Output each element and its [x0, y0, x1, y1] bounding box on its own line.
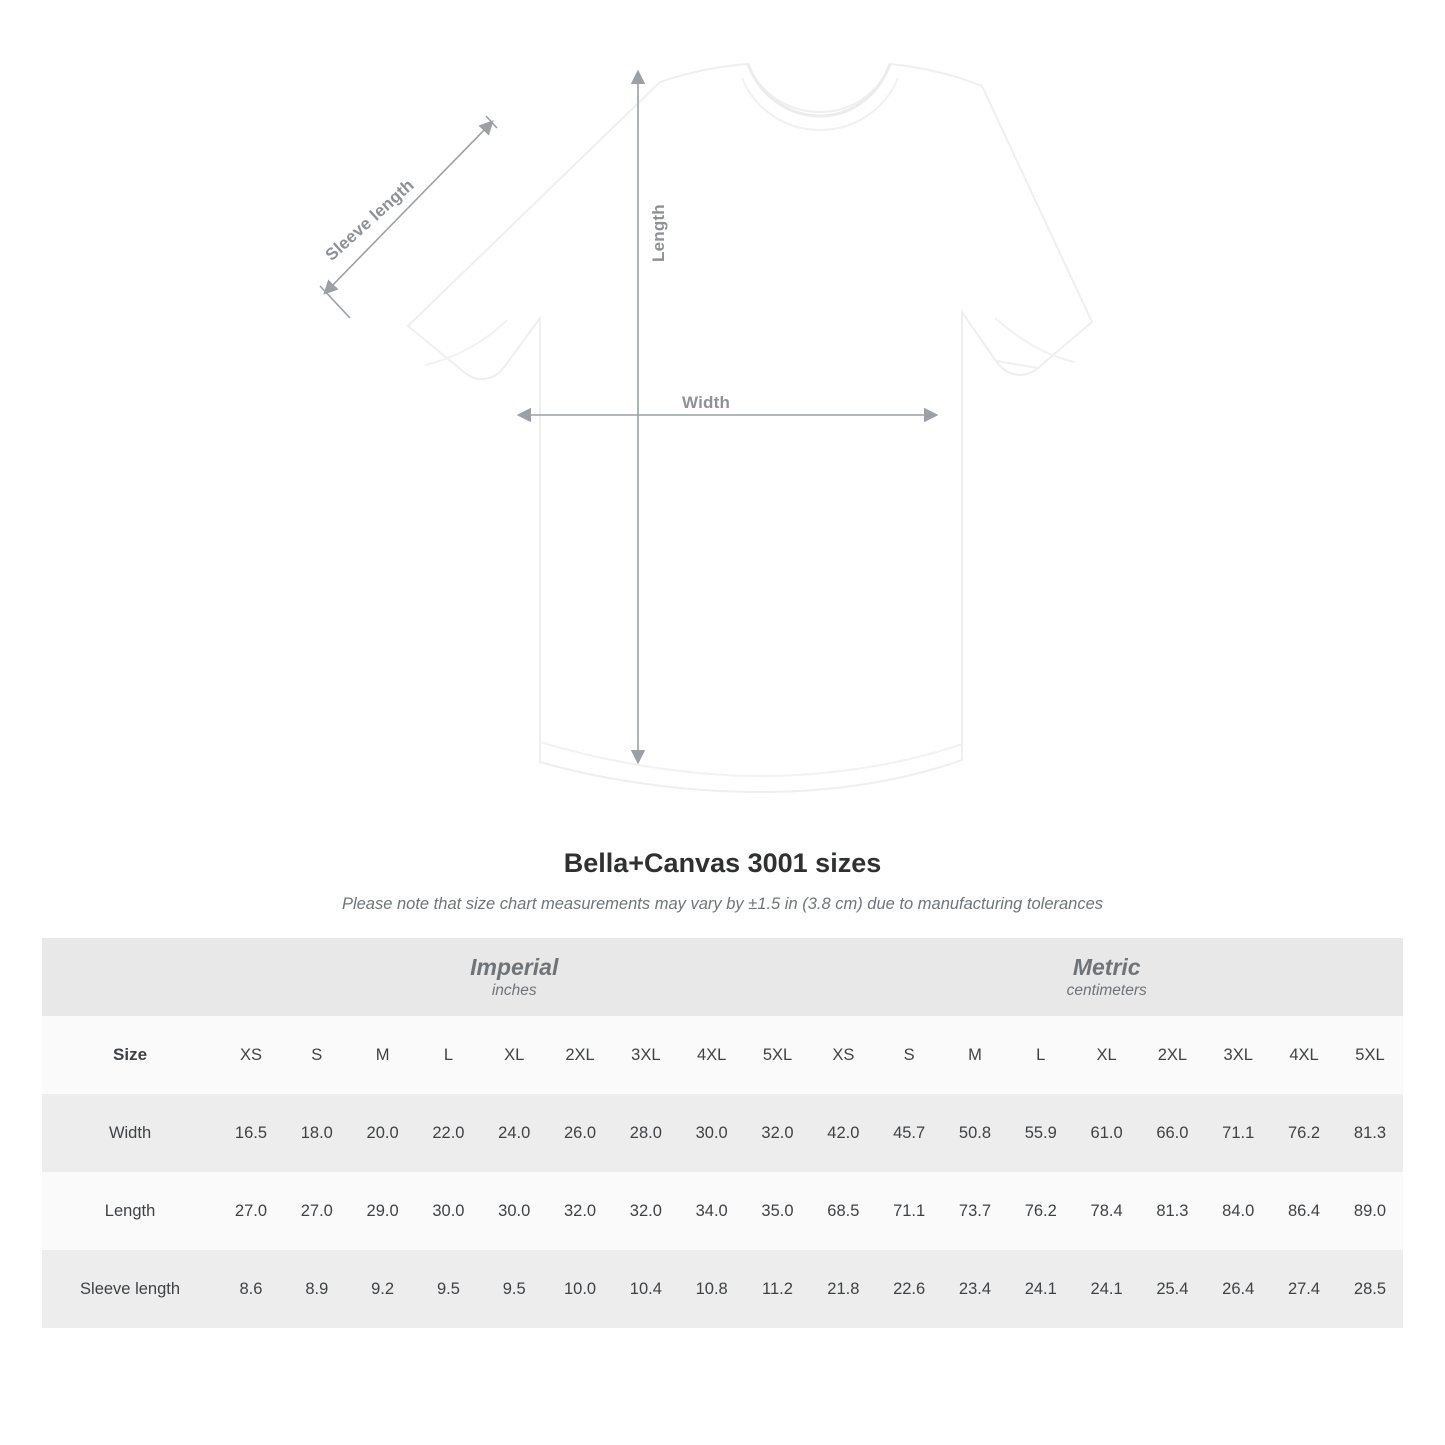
cell: 27.0 — [218, 1172, 284, 1250]
cell: 55.9 — [1008, 1094, 1074, 1172]
cell: 24.1 — [1008, 1250, 1074, 1328]
cell: 73.7 — [942, 1172, 1008, 1250]
size-header-cell: 2XL — [547, 1016, 613, 1094]
cell: 22.0 — [416, 1094, 482, 1172]
cell: 35.0 — [745, 1172, 811, 1250]
sleeve-end-tick — [320, 286, 350, 318]
cell: 8.6 — [218, 1250, 284, 1328]
table-row — [42, 1250, 1403, 1328]
unit-group-metric-name: Metric — [1072, 953, 1141, 980]
cell: 84.0 — [1205, 1172, 1271, 1250]
cell: 68.5 — [810, 1172, 876, 1250]
row-label-header: Size — [42, 1016, 218, 1094]
cell: 29.0 — [350, 1172, 416, 1250]
cell: 50.8 — [942, 1094, 1008, 1172]
size-header-cell: S — [876, 1016, 942, 1094]
cell: 32.0 — [547, 1172, 613, 1250]
cell: 66.0 — [1139, 1094, 1205, 1172]
cell: 16.5 — [218, 1094, 284, 1172]
unit-spacer-cell — [42, 938, 218, 1016]
cell: 45.7 — [876, 1094, 942, 1172]
cell: 9.5 — [481, 1250, 547, 1328]
cell: 71.1 — [876, 1172, 942, 1250]
unit-group-imperial-sub: inches — [491, 982, 537, 1000]
cell: 42.0 — [810, 1094, 876, 1172]
size-table — [42, 938, 1403, 1328]
cell: 28.0 — [613, 1094, 679, 1172]
cell: 10.4 — [613, 1250, 679, 1328]
size-header-cell: XS — [810, 1016, 876, 1094]
row-label-sleeve-length: Sleeve length — [42, 1250, 218, 1328]
cell: 26.0 — [547, 1094, 613, 1172]
cell: 25.4 — [1139, 1250, 1205, 1328]
cell: 34.0 — [679, 1172, 745, 1250]
cell: 22.6 — [876, 1250, 942, 1328]
size-header-cell: S — [284, 1016, 350, 1094]
row-label-length: Length — [42, 1172, 218, 1250]
cell: 21.8 — [810, 1250, 876, 1328]
unit-group-metric — [810, 938, 1403, 1016]
size-header-cell: L — [416, 1016, 482, 1094]
cell: 30.0 — [481, 1172, 547, 1250]
size-header-cell: 2XL — [1139, 1016, 1205, 1094]
cell: 61.0 — [1074, 1094, 1140, 1172]
size-header-cell: 4XL — [1271, 1016, 1337, 1094]
cell: 9.5 — [416, 1250, 482, 1328]
cell: 78.4 — [1074, 1172, 1140, 1250]
size-header-cell: 5XL — [1337, 1016, 1403, 1094]
cell: 89.0 — [1337, 1172, 1403, 1250]
size-header-cell: 5XL — [745, 1016, 811, 1094]
size-header-cell: 3XL — [1205, 1016, 1271, 1094]
cell: 28.5 — [1337, 1250, 1403, 1328]
cell: 86.4 — [1271, 1172, 1337, 1250]
size-header-cell: XL — [481, 1016, 547, 1094]
cell: 27.0 — [284, 1172, 350, 1250]
unit-header-row — [42, 938, 1403, 1016]
cell: 27.4 — [1271, 1250, 1337, 1328]
cell: 26.4 — [1205, 1250, 1271, 1328]
cell: 11.2 — [745, 1250, 811, 1328]
cell: 9.2 — [350, 1250, 416, 1328]
cell: 18.0 — [284, 1094, 350, 1172]
table-row — [42, 1094, 1403, 1172]
unit-group-imperial-name: Imperial — [470, 953, 559, 980]
cell: 32.0 — [613, 1172, 679, 1250]
cell: 8.9 — [284, 1250, 350, 1328]
cell: 24.0 — [481, 1094, 547, 1172]
cell: 24.1 — [1074, 1250, 1140, 1328]
size-header-cell: L — [1008, 1016, 1074, 1094]
cell: 30.0 — [679, 1094, 745, 1172]
size-header-cell: M — [350, 1016, 416, 1094]
chart-subtitle: Please note that size chart measurements may vary by ±1.5 in (3.8 cm) due to manufacturing tolerances — [341, 895, 1104, 913]
cell: 10.8 — [679, 1250, 745, 1328]
unit-group-imperial — [218, 938, 810, 1016]
cell: 71.1 — [1205, 1094, 1271, 1172]
cell: 76.2 — [1271, 1094, 1337, 1172]
size-header-cell: 3XL — [613, 1016, 679, 1094]
size-header-row — [42, 1016, 1403, 1094]
table-row — [42, 1172, 1403, 1250]
length-label: Length — [645, 198, 673, 268]
size-table-wrapper — [42, 938, 1403, 1328]
row-label-width: Width — [42, 1094, 218, 1172]
cell: 81.3 — [1139, 1172, 1205, 1250]
unit-group-metric-sub: centimeters — [1066, 982, 1147, 1000]
cell: 10.0 — [547, 1250, 613, 1328]
chart-title: Bella+Canvas 3001 sizes — [563, 848, 882, 878]
tshirt-shape — [408, 64, 1092, 792]
size-header-cell: XL — [1074, 1016, 1140, 1094]
cell: 20.0 — [350, 1094, 416, 1172]
cell: 76.2 — [1008, 1172, 1074, 1250]
size-header-cell: 4XL — [679, 1016, 745, 1094]
sleeve-length-dimension-arrow — [325, 122, 492, 293]
sleeve-length-label: Sleeve length — [319, 173, 422, 268]
cell: 32.0 — [745, 1094, 811, 1172]
size-header-cell: M — [942, 1016, 1008, 1094]
size-header-cell: XS — [218, 1016, 284, 1094]
cell: 81.3 — [1337, 1094, 1403, 1172]
chart-heading — [0, 848, 1445, 914]
cell: 23.4 — [942, 1250, 1008, 1328]
width-label: Width — [676, 393, 736, 413]
cell: 30.0 — [416, 1172, 482, 1250]
